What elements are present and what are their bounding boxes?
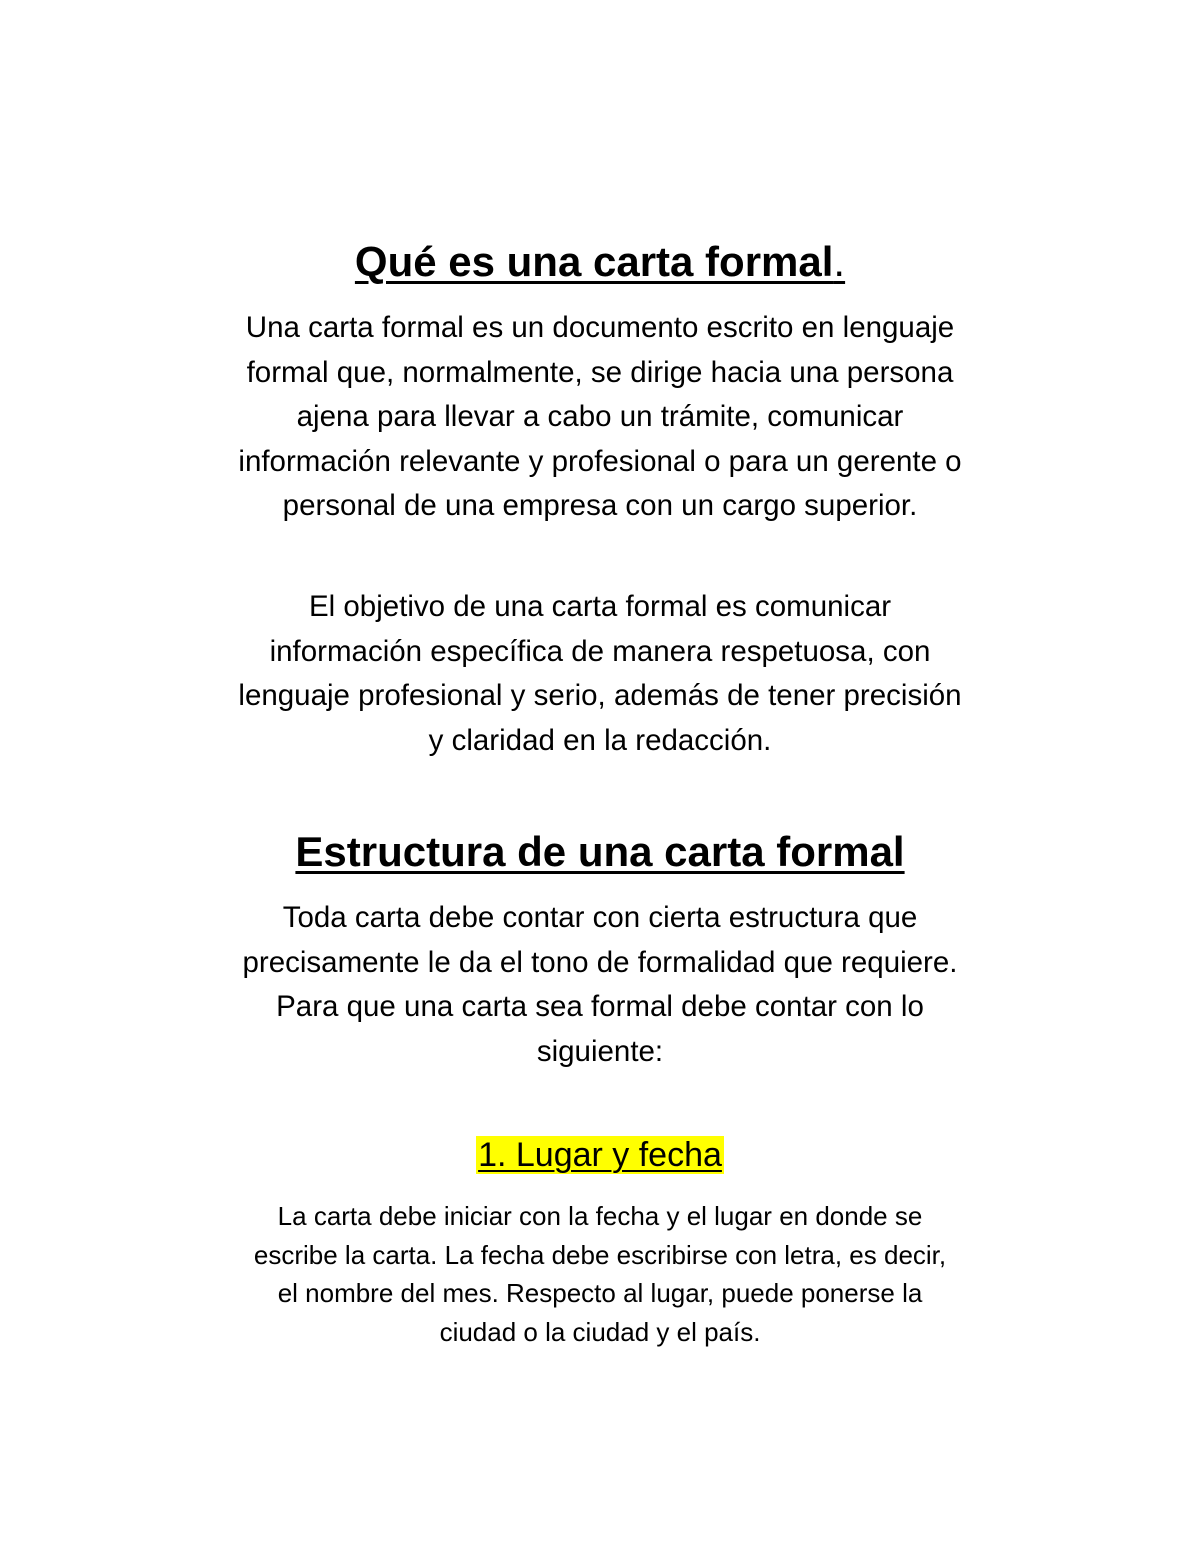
section1-title-dot: .	[833, 238, 846, 285]
section1-title	[150, 236, 1050, 288]
paragraph-line: precisamente le da el tono de formalidad que requiere.	[242, 945, 958, 979]
paragraph-line: ajena para llevar a cabo un trámite, comunicar	[296, 400, 904, 433]
paragraph-line: ciudad o la ciudad y el país.	[439, 1316, 761, 1347]
paragraph-line: El objetivo de una carta formal es comunicar	[308, 590, 892, 623]
paragraph-line: y claridad en la redacción.	[428, 723, 772, 757]
paragraph-line: formal que, normalmente, se dirige hacia una persona	[246, 355, 954, 389]
section1-paragraph1	[150, 306, 1050, 529]
section2-title	[150, 826, 1050, 878]
paragraph-line: información específica de manera respetuosa, con	[269, 634, 931, 668]
paragraph-line: Una carta formal es un documento escrito en lenguaje	[245, 311, 955, 344]
section1-title-text: Qué es una carta formal	[354, 238, 834, 285]
item1-heading-highlight: 1. Lugar y fecha	[478, 1136, 722, 1174]
paragraph-line: Toda carta debe contar con cierta estructura que	[282, 901, 918, 934]
paragraph-line: lenguaje profesional y serio, además de tener precisión	[238, 679, 962, 712]
item1-heading	[150, 1133, 1050, 1177]
paragraph-line: Para que una carta sea formal debe contar con lo	[276, 990, 924, 1023]
section2-title-text: Estructura de una carta formal	[295, 828, 905, 875]
paragraph-line: información relevante y profesional o para un gerente o	[238, 444, 962, 478]
paragraph-line: personal de una empresa con un cargo superior.	[282, 489, 918, 522]
paragraph-line: escribe la carta. La fecha debe escribirse con letra, es decir,	[253, 1239, 947, 1270]
section2-intro	[150, 896, 1050, 1074]
paragraph-line: siguiente:	[536, 1034, 664, 1068]
section1-paragraph2	[150, 585, 1050, 763]
paragraph-line: La carta debe iniciar con la fecha y el lugar en donde se	[277, 1201, 923, 1231]
item1-body	[150, 1197, 1050, 1351]
paragraph-line: el nombre del mes. Respecto al lugar, puede ponerse la	[277, 1278, 923, 1308]
